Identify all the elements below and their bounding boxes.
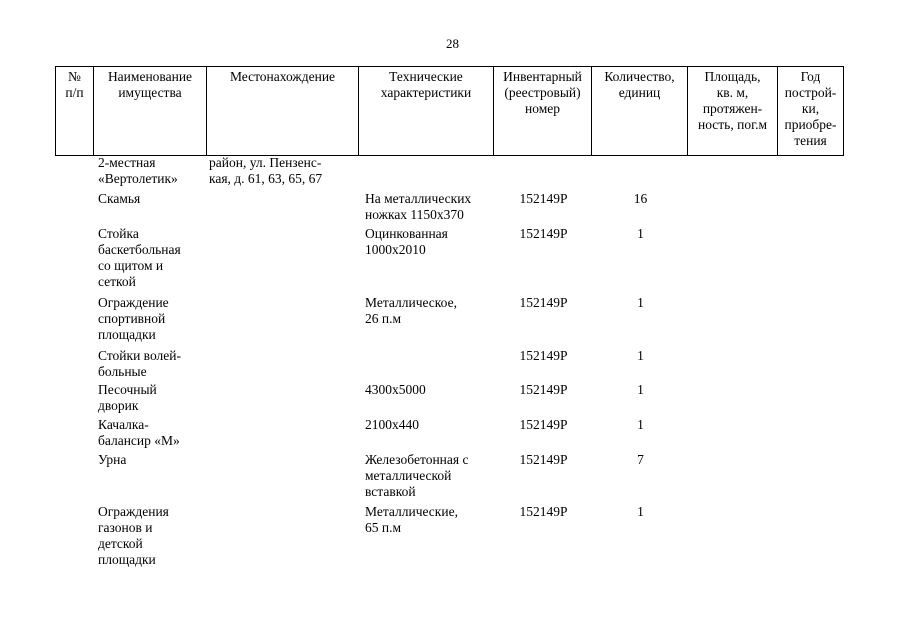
- column-header-quantity: Количество, единиц: [592, 67, 688, 156]
- column-header-inventory: Инвентарный (реестровый) номер: [494, 67, 592, 156]
- column-header-tech: Технические характеристики: [359, 67, 494, 156]
- cell-inventory: 152149Р: [519, 417, 568, 432]
- cell-tech: Железобетонная с металлической вставкой: [365, 452, 469, 499]
- cell-quantity: 16: [633, 191, 648, 206]
- cell-name: Качалка- балансир «М»: [98, 417, 180, 448]
- cell-location: район, ул. Пензенс- кая, д. 61, 63, 65, 67: [209, 155, 323, 186]
- cell-quantity: 1: [637, 348, 644, 363]
- page-number: 28: [446, 36, 459, 51]
- cell-name: Скамья: [98, 191, 141, 206]
- cell-tech: Оцинкованная 1000х2010: [365, 226, 448, 257]
- column-header-area: Площадь, кв. м, протяжен- ность, пог.м: [688, 67, 778, 156]
- cell-inventory: 152149Р: [519, 226, 568, 241]
- cell-name: 2-местная «Вертолетик»: [98, 155, 178, 186]
- cell-inventory: 152149Р: [519, 191, 568, 206]
- cell-quantity: 1: [637, 226, 644, 241]
- cell-inventory: 152149Р: [519, 348, 568, 363]
- cell-name: Ограждение спортивной площадки: [98, 295, 169, 342]
- column-header-year: Год построй- ки, приобре- тения: [778, 67, 844, 156]
- column-header-location: Местонахождение: [207, 67, 359, 156]
- column-header-name: Наименование имущества: [94, 67, 207, 156]
- cell-tech: Металлическое, 26 п.м: [365, 295, 457, 326]
- cell-name: Стойка баскетбольная со щитом и сеткой: [98, 226, 181, 289]
- column-header-num: № п/п: [56, 67, 94, 156]
- cell-tech: 4300х5000: [365, 382, 426, 397]
- cell-name: Песочный дворик: [98, 382, 157, 413]
- cell-quantity: 1: [637, 295, 644, 310]
- cell-inventory: 152149Р: [519, 452, 568, 467]
- cell-tech: Металлические, 65 п.м: [365, 504, 458, 535]
- cell-quantity: 1: [637, 504, 644, 519]
- cell-inventory: 152149Р: [519, 295, 568, 310]
- cell-quantity: 1: [637, 417, 644, 432]
- cell-inventory: 152149Р: [519, 382, 568, 397]
- cell-tech: На металлических ножках 1150х370: [365, 191, 472, 222]
- cell-quantity: 7: [637, 452, 644, 467]
- cell-name: Урна: [98, 452, 127, 467]
- cell-tech: 2100х440: [365, 417, 419, 432]
- table-header: [55, 66, 844, 156]
- cell-quantity: 1: [637, 382, 644, 397]
- cell-name: Ограждения газонов и детской площадки: [98, 504, 169, 567]
- cell-name: Стойки волей- больные: [98, 348, 181, 379]
- cell-inventory: 152149Р: [519, 504, 568, 519]
